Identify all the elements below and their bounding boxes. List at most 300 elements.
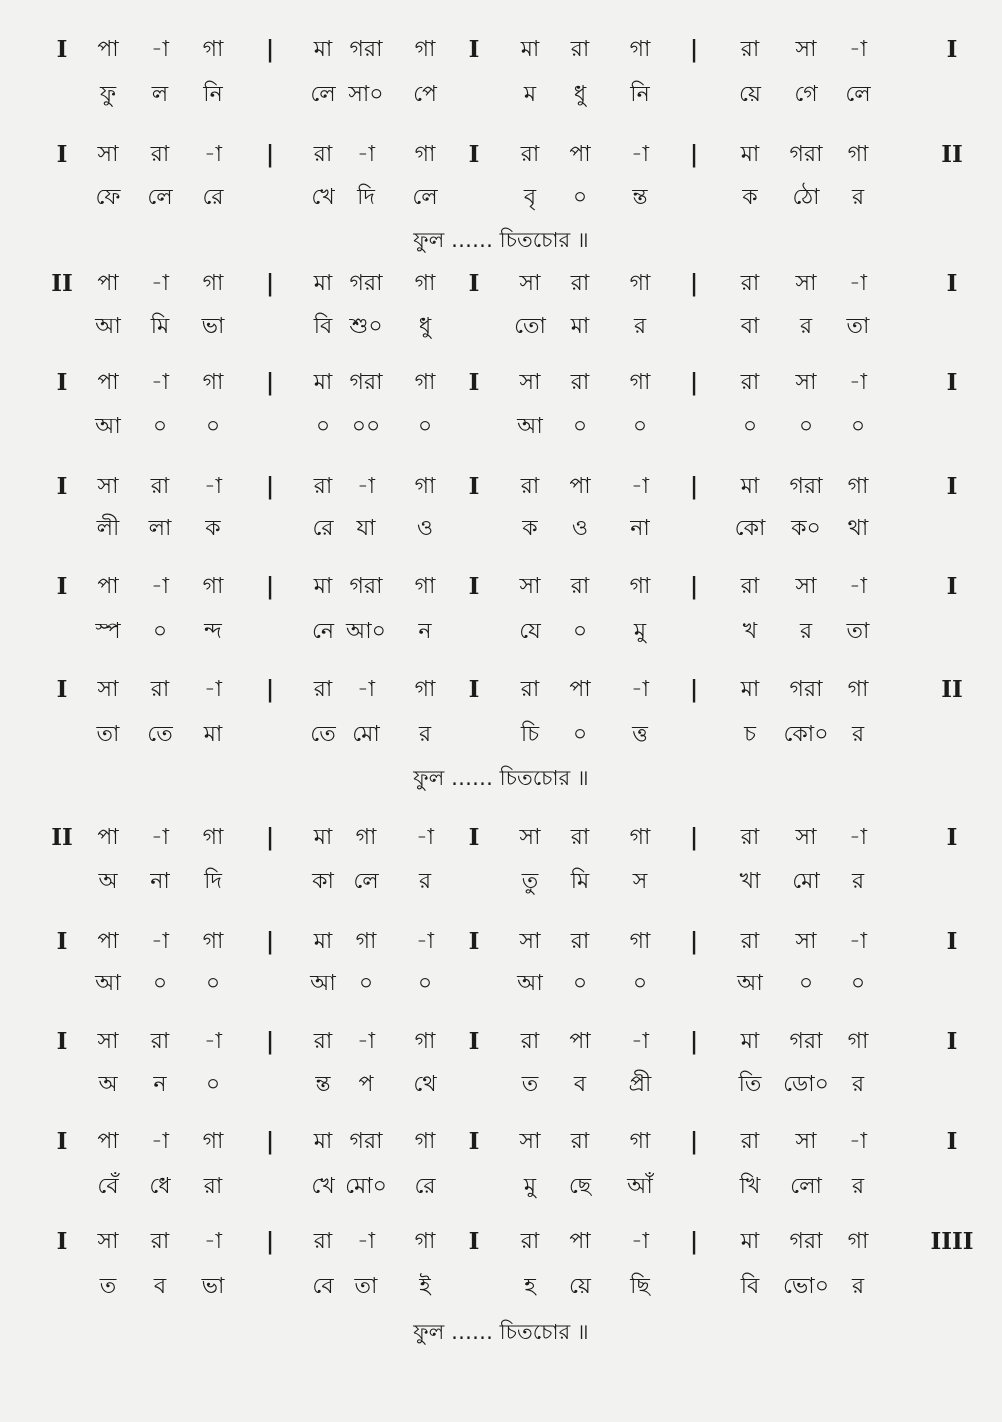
lyric-syllable: যা: [356, 516, 376, 541]
swara-note: -া: [150, 574, 170, 599]
bar-mark: I: [56, 928, 68, 955]
swara-note: রা: [520, 677, 540, 702]
lyric-syllable: থা: [847, 516, 869, 541]
lyric-syllable: কো০: [783, 722, 829, 747]
lyric-syllable: আ: [95, 971, 121, 996]
lyric-syllable: দি: [204, 869, 222, 894]
lyric-syllable: ধু: [573, 82, 587, 107]
lyric-syllable: তো: [514, 314, 546, 339]
lyric-syllable: ত: [99, 1274, 117, 1299]
bar-mark: |: [689, 928, 699, 955]
lyric-syllable: মু: [633, 619, 647, 644]
swara-note: রা: [150, 142, 170, 167]
lyric-syllable: রা: [203, 1174, 223, 1199]
swara-note: মা: [740, 142, 760, 167]
swara-note: মা: [740, 677, 760, 702]
lyric-syllable: নে: [311, 619, 335, 644]
lyric-syllable: খ: [742, 619, 758, 644]
lyric-syllable: সা০: [348, 82, 384, 107]
swara-note: -া: [848, 271, 868, 296]
swara-note: রা: [150, 677, 170, 702]
lyric-syllable: মো: [352, 722, 380, 747]
swara-note: -া: [848, 574, 868, 599]
bar-mark: I: [468, 573, 480, 600]
swara-note: -া: [356, 677, 376, 702]
swara-note: রা: [520, 142, 540, 167]
bar-mark: |: [265, 369, 275, 396]
lyric-syllable: লে: [845, 82, 871, 107]
swara-note: -া: [630, 1029, 650, 1054]
swara-row: [0, 1222, 1002, 1262]
lyric-syllable: চি: [520, 722, 540, 747]
lyric-syllable: ন্ত: [632, 185, 648, 210]
bar-mark: IIII: [930, 1228, 974, 1255]
lyric-row: [0, 509, 1002, 549]
lyric-syllable: তা: [96, 722, 120, 747]
lyric-syllable: বৃ: [523, 185, 537, 210]
bar-mark: I: [946, 369, 958, 396]
swara-note: মা: [313, 574, 333, 599]
swara-note: সা: [519, 825, 541, 850]
lyric-syllable: ছি: [630, 1274, 650, 1299]
lyric-syllable: তা: [846, 619, 870, 644]
lyric-syllable: প্রী: [628, 1072, 652, 1097]
lyric-syllable: মা: [203, 722, 223, 747]
lyric-syllable: ০: [152, 971, 168, 996]
swara-note: গা: [414, 271, 436, 296]
swara-note: -া: [356, 1029, 376, 1054]
lyric-syllable: তু: [521, 869, 539, 894]
lyric-syllable: ফু: [99, 82, 117, 107]
swara-row: [0, 30, 1002, 70]
swara-note: গরা: [349, 37, 383, 62]
lyric-syllable: পে: [413, 82, 437, 107]
lyric-syllable: রে: [312, 516, 334, 541]
swara-note: -া: [848, 825, 868, 850]
swara-note: পা: [569, 142, 591, 167]
swara-note: সা: [519, 370, 541, 395]
swara-note: পা: [569, 1029, 591, 1054]
lyric-syllable: ছে: [568, 1174, 592, 1199]
lyric-syllable: য়ে: [569, 1274, 591, 1299]
bar-mark: |: [265, 141, 275, 168]
lyric-syllable: খে: [311, 185, 335, 210]
swara-note: -া: [150, 825, 170, 850]
swara-note: মা: [313, 37, 333, 62]
swara-note: -া: [150, 271, 170, 296]
lyric-syllable: ডো০: [783, 1072, 829, 1097]
bar-mark: |: [265, 676, 275, 703]
bar-mark: I: [946, 928, 958, 955]
lyric-row: [0, 964, 1002, 1004]
swara-note: গরা: [349, 1129, 383, 1154]
bar-mark: I: [468, 141, 480, 168]
swara-row: [0, 670, 1002, 710]
swara-note: গা: [414, 574, 436, 599]
bar-mark: II: [51, 270, 73, 297]
lyric-syllable: ০: [152, 414, 168, 439]
swara-note: সা: [97, 474, 119, 499]
bar-mark: I: [56, 573, 68, 600]
lyric-syllable: ০: [572, 185, 588, 210]
bar-mark: I: [946, 1028, 958, 1055]
lyric-syllable: দি: [357, 185, 375, 210]
swara-note: রা: [570, 574, 590, 599]
swara-note: গা: [355, 825, 377, 850]
bar-mark: I: [468, 1028, 480, 1055]
lyric-syllable: তে: [147, 722, 173, 747]
bar-mark: I: [468, 928, 480, 955]
lyric-syllable: ভো০: [782, 1274, 830, 1299]
swara-note: রা: [570, 370, 590, 395]
lyric-syllable: ন্দ: [204, 619, 222, 644]
swara-note: পা: [97, 1129, 119, 1154]
swara-note: রা: [740, 37, 760, 62]
swara-note: রা: [150, 474, 170, 499]
lyric-syllable: ০: [572, 722, 588, 747]
swara-note: রা: [313, 142, 333, 167]
swara-note: -া: [203, 1029, 223, 1054]
lyric-syllable: ০: [572, 619, 588, 644]
swara-note: রা: [520, 1229, 540, 1254]
bar-mark: II: [51, 824, 73, 851]
swara-note: রা: [313, 474, 333, 499]
bar-mark: |: [265, 36, 275, 63]
bar-mark: |: [265, 1128, 275, 1155]
swara-note: গা: [629, 825, 651, 850]
lyric-syllable: র: [851, 722, 865, 747]
swara-note: সা: [97, 142, 119, 167]
bar-mark: |: [689, 676, 699, 703]
lyric-syllable: ০: [850, 971, 866, 996]
swara-note: গা: [202, 929, 224, 954]
lyric-syllable: রে: [202, 185, 224, 210]
lyric-syllable: ০: [850, 414, 866, 439]
lyric-syllable: আঁ: [627, 1174, 653, 1199]
swara-note: মা: [740, 474, 760, 499]
swara-note: সা: [795, 37, 817, 62]
swara-note: রা: [570, 271, 590, 296]
swara-note: গরা: [789, 1029, 823, 1054]
swara-note: -া: [848, 37, 868, 62]
bar-mark: I: [468, 36, 480, 63]
swara-note: সা: [795, 574, 817, 599]
swara-note: পা: [97, 370, 119, 395]
swara-note: রা: [740, 574, 760, 599]
lyric-syllable: প: [358, 1072, 374, 1097]
swara-note: রা: [150, 1029, 170, 1054]
lyric-syllable: ন: [153, 1072, 167, 1097]
bar-mark: |: [689, 141, 699, 168]
swara-note: গা: [847, 474, 869, 499]
bar-mark: |: [689, 824, 699, 851]
swara-note: -া: [150, 929, 170, 954]
bar-mark: I: [56, 473, 68, 500]
lyric-syllable: ০: [205, 971, 221, 996]
lyric-syllable: তে: [310, 722, 336, 747]
lyric-syllable: হ: [524, 1274, 536, 1299]
swara-note: -া: [203, 677, 223, 702]
lyric-syllable: মো০: [345, 1174, 387, 1199]
swara-note: রা: [740, 271, 760, 296]
lyric-syllable: গে: [794, 82, 818, 107]
lyric-syllable: খি: [739, 1174, 761, 1199]
swara-note: গরা: [789, 677, 823, 702]
lyric-syllable: শু০: [349, 314, 383, 339]
lyric-syllable: ও: [416, 516, 434, 541]
swara-note: মা: [313, 929, 333, 954]
swara-note: সা: [795, 1129, 817, 1154]
swara-note: সা: [795, 271, 817, 296]
swara-note: -া: [150, 1129, 170, 1154]
bar-mark: |: [689, 1128, 699, 1155]
swara-note: পা: [569, 677, 591, 702]
swara-row: [0, 135, 1002, 175]
swara-note: গা: [629, 574, 651, 599]
swara-note: রা: [570, 37, 590, 62]
lyric-syllable: ০: [152, 619, 168, 644]
lyric-syllable: আ: [517, 414, 543, 439]
bar-mark: I: [468, 473, 480, 500]
swara-note: গা: [414, 474, 436, 499]
lyric-syllable: বি: [740, 1274, 760, 1299]
bar-mark: |: [689, 270, 699, 297]
lyric-syllable: র: [851, 185, 865, 210]
lyric-syllable: না: [630, 516, 650, 541]
swara-row: [0, 467, 1002, 507]
swara-note: রা: [740, 929, 760, 954]
lyric-syllable: মা: [570, 314, 590, 339]
lyric-syllable: ক: [742, 185, 758, 210]
swara-note: সা: [97, 677, 119, 702]
swara-note: পা: [97, 37, 119, 62]
lyric-syllable: লে: [412, 185, 438, 210]
lyric-syllable: লা: [148, 516, 172, 541]
swara-note: পা: [97, 574, 119, 599]
swara-note: গা: [202, 574, 224, 599]
swara-note: পা: [97, 825, 119, 850]
swara-note: মা: [740, 1029, 760, 1054]
swara-note: রা: [313, 1029, 333, 1054]
lyric-syllable: ই: [419, 1274, 431, 1299]
refrain-reference: ফুল …… চিতচোর ॥: [413, 228, 589, 252]
bar-mark: |: [689, 369, 699, 396]
swara-note: গা: [202, 370, 224, 395]
swara-note: রা: [570, 1129, 590, 1154]
lyric-row: [0, 1267, 1002, 1307]
bar-mark: |: [689, 1028, 699, 1055]
swara-note: সা: [519, 271, 541, 296]
bar-mark: |: [265, 928, 275, 955]
lyric-syllable: খা: [739, 869, 761, 894]
lyric-syllable: নি: [630, 82, 650, 107]
lyric-row: [0, 407, 1002, 447]
lyric-syllable: ক: [522, 516, 538, 541]
swara-note: -া: [415, 929, 435, 954]
lyric-syllable: অ: [98, 1072, 118, 1097]
lyric-syllable: র: [851, 1072, 865, 1097]
bar-mark: |: [265, 824, 275, 851]
lyric-syllable: আ: [95, 414, 121, 439]
swara-note: গা: [414, 142, 436, 167]
lyric-syllable: আ: [517, 971, 543, 996]
bar-mark: II: [941, 676, 963, 703]
lyric-syllable: যে: [519, 619, 541, 644]
swara-note: -া: [630, 1229, 650, 1254]
swara-note: সা: [97, 1229, 119, 1254]
lyric-syllable: বেঁ: [97, 1174, 119, 1199]
swara-note: গরা: [349, 271, 383, 296]
lyric-syllable: না: [150, 869, 170, 894]
lyric-syllable: ০: [742, 414, 758, 439]
lyric-syllable: স্প: [95, 619, 121, 644]
lyric-syllable: থে: [413, 1072, 437, 1097]
swara-note: মা: [740, 1229, 760, 1254]
swara-row: [0, 1022, 1002, 1062]
lyric-row: [0, 1167, 1002, 1207]
swara-note: মা: [313, 271, 333, 296]
refrain-reference: ফুল …… চিতচোর ॥: [413, 1320, 589, 1344]
swara-note: পা: [97, 271, 119, 296]
swara-note: -া: [848, 929, 868, 954]
lyric-syllable: ফে: [95, 185, 121, 210]
swara-note: পা: [97, 929, 119, 954]
bar-mark: I: [468, 270, 480, 297]
lyric-syllable: র: [851, 869, 865, 894]
lyric-syllable: ০: [798, 971, 814, 996]
bar-mark: I: [468, 1228, 480, 1255]
bar-mark: I: [468, 1128, 480, 1155]
swara-note: গা: [847, 142, 869, 167]
lyric-syllable: কা: [312, 869, 334, 894]
lyric-syllable: বে: [312, 1274, 334, 1299]
swara-note: গা: [202, 1129, 224, 1154]
lyric-syllable: খে: [311, 1174, 335, 1199]
swara-row: [0, 363, 1002, 403]
swara-note: -া: [356, 474, 376, 499]
lyric-syllable: য়ে: [739, 82, 761, 107]
lyric-syllable: ল: [151, 82, 169, 107]
swara-note: সা: [519, 1129, 541, 1154]
swara-note: গা: [414, 1229, 436, 1254]
lyric-syllable: ০: [417, 971, 433, 996]
swara-note: রা: [520, 474, 540, 499]
lyric-syllable: মো: [792, 869, 820, 894]
lyric-syllable: ন্ত: [315, 1072, 331, 1097]
swara-note: -া: [848, 1129, 868, 1154]
lyric-syllable: ০: [358, 971, 374, 996]
swara-note: গা: [414, 1029, 436, 1054]
swara-note: রা: [740, 370, 760, 395]
swara-note: গা: [414, 37, 436, 62]
lyric-syllable: ত্ত: [632, 722, 648, 747]
lyric-row: [0, 178, 1002, 218]
lyric-syllable: ০: [798, 414, 814, 439]
bar-mark: I: [468, 824, 480, 851]
bar-mark: II: [941, 141, 963, 168]
lyric-syllable: ন: [418, 619, 432, 644]
lyric-syllable: ০: [572, 414, 588, 439]
swara-note: রা: [740, 825, 760, 850]
lyric-syllable: র: [418, 722, 432, 747]
lyric-syllable: আ: [737, 971, 763, 996]
bar-mark: I: [946, 573, 958, 600]
bar-mark: I: [946, 473, 958, 500]
lyric-syllable: ০: [417, 414, 433, 439]
bar-mark: I: [946, 824, 958, 851]
lyric-syllable: ব: [153, 1274, 167, 1299]
swara-note: -া: [203, 474, 223, 499]
swara-note: গরা: [349, 574, 383, 599]
swara-note: -া: [356, 1229, 376, 1254]
swara-note: -া: [203, 1229, 223, 1254]
bar-mark: I: [56, 1228, 68, 1255]
lyric-syllable: আ: [310, 971, 336, 996]
bar-mark: |: [265, 473, 275, 500]
swara-note: মা: [313, 370, 333, 395]
refrain-reference: ফুল …… চিতচোর ॥: [413, 766, 589, 790]
lyric-syllable: র: [851, 1274, 865, 1299]
bar-mark: I: [56, 1128, 68, 1155]
lyric-syllable: ০: [205, 1072, 221, 1097]
bar-mark: |: [689, 573, 699, 600]
bar-mark: I: [56, 141, 68, 168]
swara-note: মা: [520, 37, 540, 62]
swara-row: [0, 567, 1002, 607]
lyric-syllable: ০০: [351, 414, 381, 439]
bar-mark: |: [265, 1228, 275, 1255]
lyric-syllable: র: [851, 1174, 865, 1199]
swara-note: রা: [150, 1229, 170, 1254]
swara-note: গা: [414, 677, 436, 702]
lyric-syllable: লী: [96, 516, 120, 541]
lyric-syllable: লো: [790, 1174, 822, 1199]
lyric-syllable: নি: [203, 82, 223, 107]
bar-mark: |: [689, 36, 699, 63]
swara-note: -া: [848, 370, 868, 395]
swara-note: -া: [203, 142, 223, 167]
swara-note: গা: [847, 1229, 869, 1254]
swara-note: গা: [629, 271, 651, 296]
lyric-syllable: কো: [734, 516, 766, 541]
bar-mark: |: [689, 1228, 699, 1255]
swara-note: গরা: [789, 474, 823, 499]
lyric-syllable: তি: [738, 1072, 762, 1097]
swara-note: গা: [629, 1129, 651, 1154]
lyric-syllable: র: [799, 619, 813, 644]
bar-mark: I: [56, 369, 68, 396]
swara-note: সা: [97, 1029, 119, 1054]
lyric-syllable: ক০: [791, 516, 821, 541]
swara-note: গা: [202, 825, 224, 850]
lyric-syllable: চ: [744, 722, 756, 747]
bar-mark: |: [689, 473, 699, 500]
lyric-syllable: বা: [740, 314, 760, 339]
swara-note: রা: [570, 825, 590, 850]
bar-mark: I: [468, 369, 480, 396]
bar-mark: I: [946, 36, 958, 63]
lyric-syllable: ব: [573, 1072, 587, 1097]
lyric-syllable: ০: [572, 971, 588, 996]
lyric-syllable: লে: [353, 869, 379, 894]
lyric-row: [0, 862, 1002, 902]
swara-note: রা: [740, 1129, 760, 1154]
lyric-row: [0, 1065, 1002, 1105]
lyric-syllable: ম: [523, 82, 537, 107]
bar-mark: I: [56, 676, 68, 703]
swara-note: -া: [415, 825, 435, 850]
bar-mark: I: [946, 1128, 958, 1155]
